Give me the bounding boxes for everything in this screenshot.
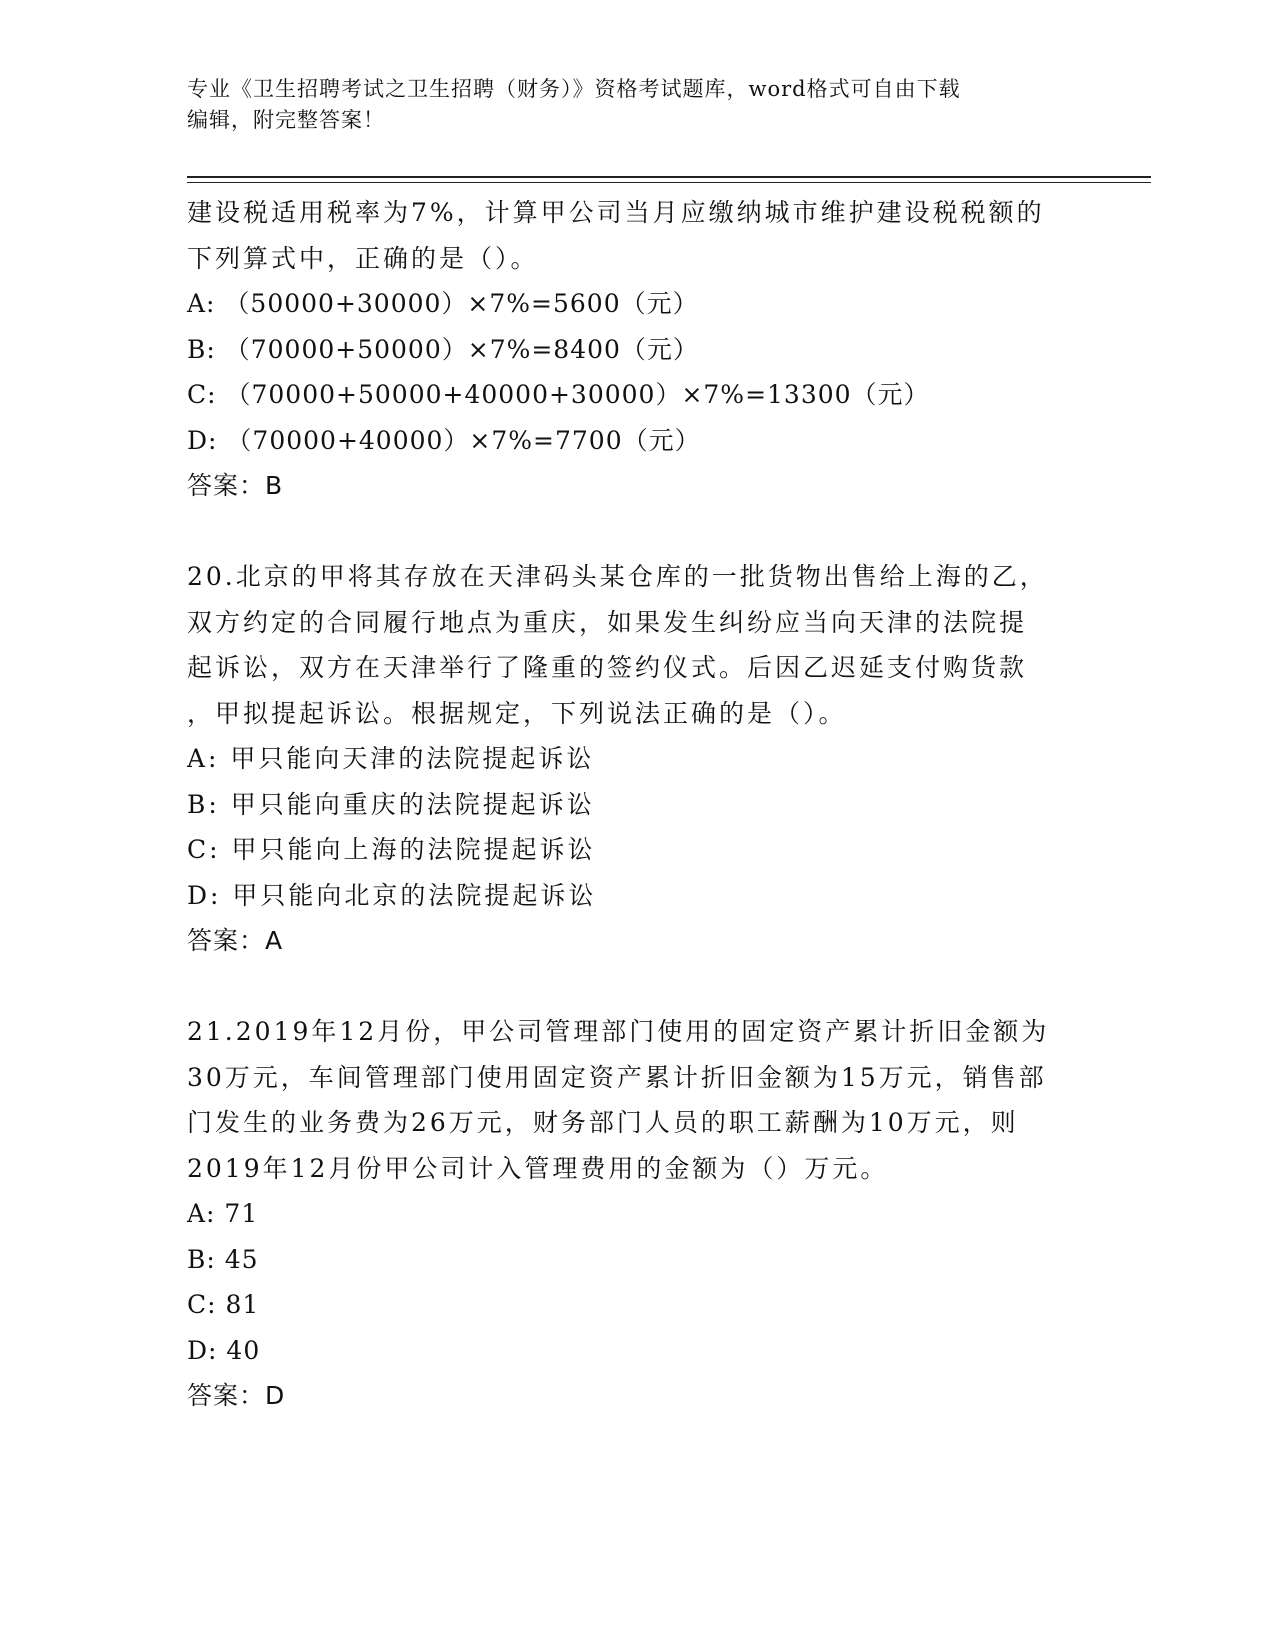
option-d: D: （70000+40000）×7%=7700（元）: [187, 425, 701, 455]
question-stem-line: 起诉讼，双方在天津举行了隆重的签约仪式。后因乙迟延支付购货款: [187, 653, 1028, 682]
option-a: A: 甲只能向天津的法院提起诉讼: [187, 744, 595, 773]
question-stem-line: 2019年12月份甲公司计入管理费用的金额为（）万元。: [187, 1153, 889, 1183]
answer-label: 答案：A: [187, 926, 284, 955]
header-line: 专业《卫生招聘考试之卫生招聘（财务）》资格考试题库，word格式可自由下载: [187, 77, 961, 101]
question-stem-line: 30万元，车间管理部门使用固定资产累计折旧金额为15万元，销售部: [187, 1062, 1047, 1092]
question-stem-line: 建设税适用税率为7%，计算甲公司当月应缴纳城市维护建设税税额的: [187, 198, 1045, 227]
option-c: C: 81: [187, 1290, 260, 1319]
question-stem-line: 双方约定的合同履行地点为重庆，如果发生纠纷应当向天津的法院提: [187, 607, 1028, 637]
question-21: [187, 1009, 1087, 1419]
question-20: [187, 554, 1087, 964]
option-b: B: （70000+50000）×7%=8400（元）: [187, 334, 699, 364]
option-c: C: 甲只能向上海的法院提起诉讼: [187, 835, 596, 864]
option-a: A: （50000+30000）×7%=5600（元）: [187, 289, 699, 318]
header-divider: [187, 176, 1151, 178]
spacer: [187, 964, 1087, 1010]
question-stem-line: 下列算式中，正确的是（）。: [187, 243, 539, 273]
question-list: [187, 190, 1087, 1419]
question-stem-line: 20.北京的甲将其存放在天津码头某仓库的一批货物出售给上海的乙，: [187, 562, 1048, 591]
option-d: D: 甲只能向北京的法院提起诉讼: [187, 880, 597, 910]
question-19: [187, 190, 1087, 509]
answer-label: 答案：B: [187, 471, 284, 500]
header-divider-thin: [187, 182, 1151, 183]
option-b: B: 45: [187, 1244, 259, 1274]
option-d: D: 40: [187, 1335, 261, 1365]
question-stem-line: ，甲拟提起诉讼。根据规定，下列说法正确的是（）。: [187, 698, 847, 728]
question-stem-line: 21.2019年12月份，甲公司管理部门使用的固定资产累计折旧金额为: [187, 1017, 1050, 1046]
option-c: C: （70000+50000+40000+30000）×7%=13300（元）: [187, 380, 930, 409]
option-a: A: 71: [187, 1199, 259, 1228]
answer-label: 答案：D: [187, 1381, 286, 1410]
document-header: [187, 74, 1077, 136]
question-stem-line: 门发生的业务费为26万元，财务部门人员的职工薪酬为10万元，则: [187, 1108, 1019, 1137]
spacer: [187, 509, 1087, 555]
option-b: B: 甲只能向重庆的法院提起诉讼: [187, 789, 595, 819]
header-line: 编辑，附完整答案！: [187, 108, 385, 132]
